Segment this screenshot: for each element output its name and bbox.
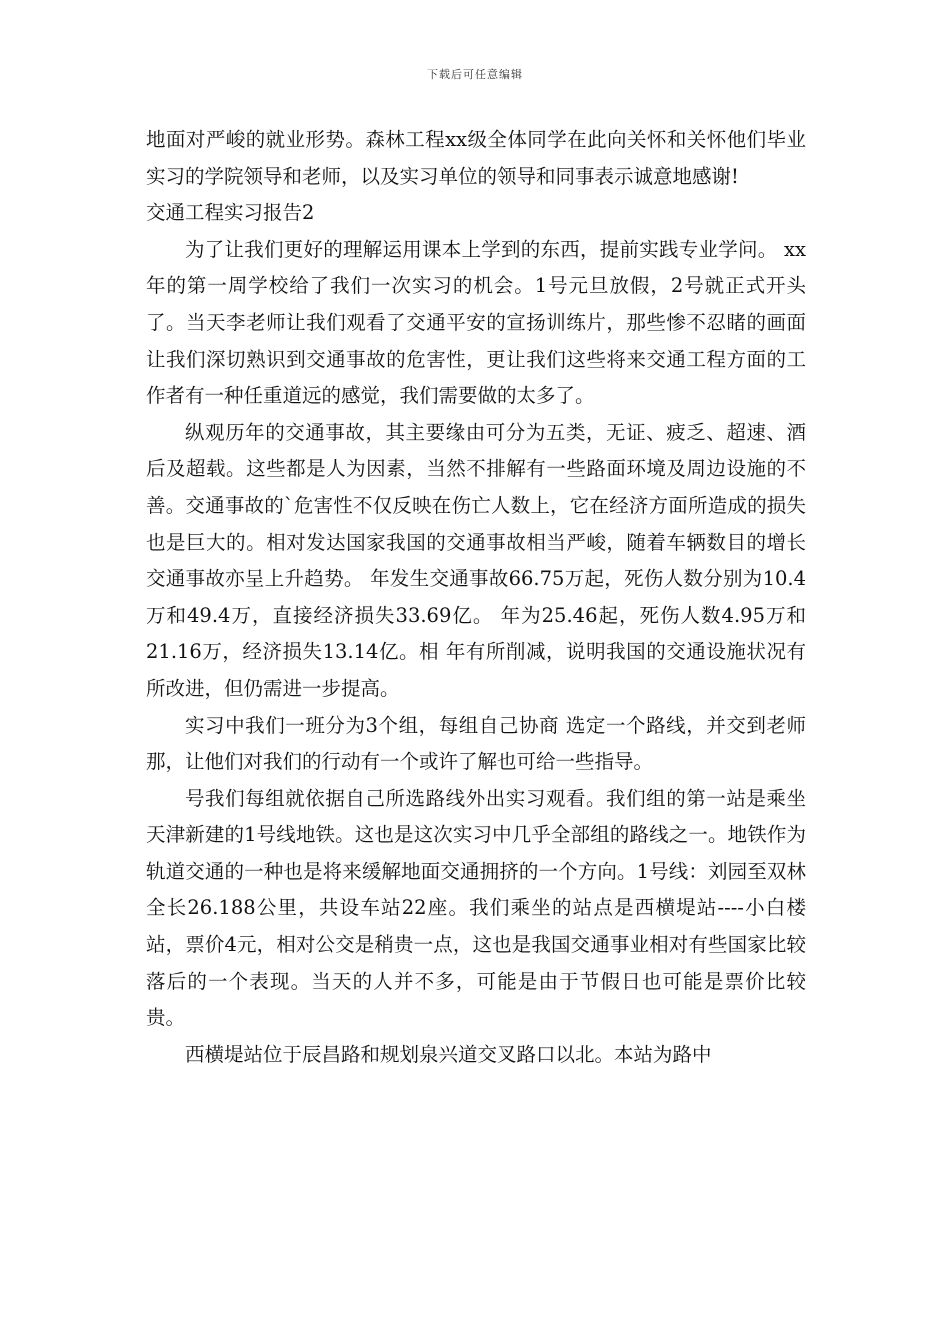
page-header-note: 下载后可任意编辑 (427, 68, 523, 81)
section-heading: 交通工程实习报告2 (146, 201, 315, 225)
paragraph-groups: 实习中我们一班分为3个组，每组自己协商 选定一个路线，并交到老师那，让他们对我们的行动有一个或许了解也可给一些指导。 (146, 713, 806, 774)
paragraph-accident-analysis: 纵观历年的交通事故，其主要缘由可分为五类，无证、疲乏、超速、酒后及超载。这些都是人为因素，当然不排解有一些路面环境及周边设施的不善。交通事故的`危害性不仅反映在伤亡人数上，它在经济方面所造成的损失也是巨大的。相对发达国家我国的交通事故相当严峻，随着车辆数目的增长交通事故亦呈上升趋势。 年发生交通事故66.75万起，死伤人数分别为10.4万和49.4万，直接经济损失33.69亿。 年为25.46起，死伤人数4.95万和21.16万，经济损失13.14亿。相 年有所削减，说明我国的交通设施状况有所改进，但仍需进一步提高。 (146, 420, 806, 700)
paragraph-metro-trip: 号我们每组就依据自己所选路线外出实习观看。我们组的第一站是乘坐天津新建的1号线地铁。这也是这次实习中几乎全部组的路线之一。地铁作为轨道交通的一种也是将来缓解地面交通拥挤的一个方向。1号线：刘园至双林全长26.188公里，共设车站22座。我们乘坐的站点是西横堤站----小白楼站，票价4元，相对公交是稍贵一点，这也是我国交通事业相对有些国家比较落后的一个表现。当天的人并不多，可能是由于节假日也可能是票价比较贵。 (146, 786, 806, 1030)
document-body (146, 122, 806, 1073)
paragraph-station: 西横堤站位于辰昌路和规划泉兴道交叉路口以北。本站为路中 (185, 1042, 712, 1066)
paragraph-continuation: 地面对严峻的就业形势。森林工程xx级全体同学在此向关怀和关怀他们毕业实习的学院领导和老师，以及实习单位的领导和同事表示诚意地感谢! (146, 128, 806, 188)
paragraph-intro: 为了让我们更好的理解运用课本上学到的东西，提前实践专业学问。 xx年的第一周学校给了我们一次实习的机会。1号元旦放假，2号就正式开头了。当天李老师让我们观看了交通平安的宣扬训练片，那些惨不忍睹的画面让我们深切熟识到交通事故的危害性，更让我们这些将来交通工程方面的工作者有一种任重道远的感觉，我们需要做的太多了。 (146, 237, 806, 408)
